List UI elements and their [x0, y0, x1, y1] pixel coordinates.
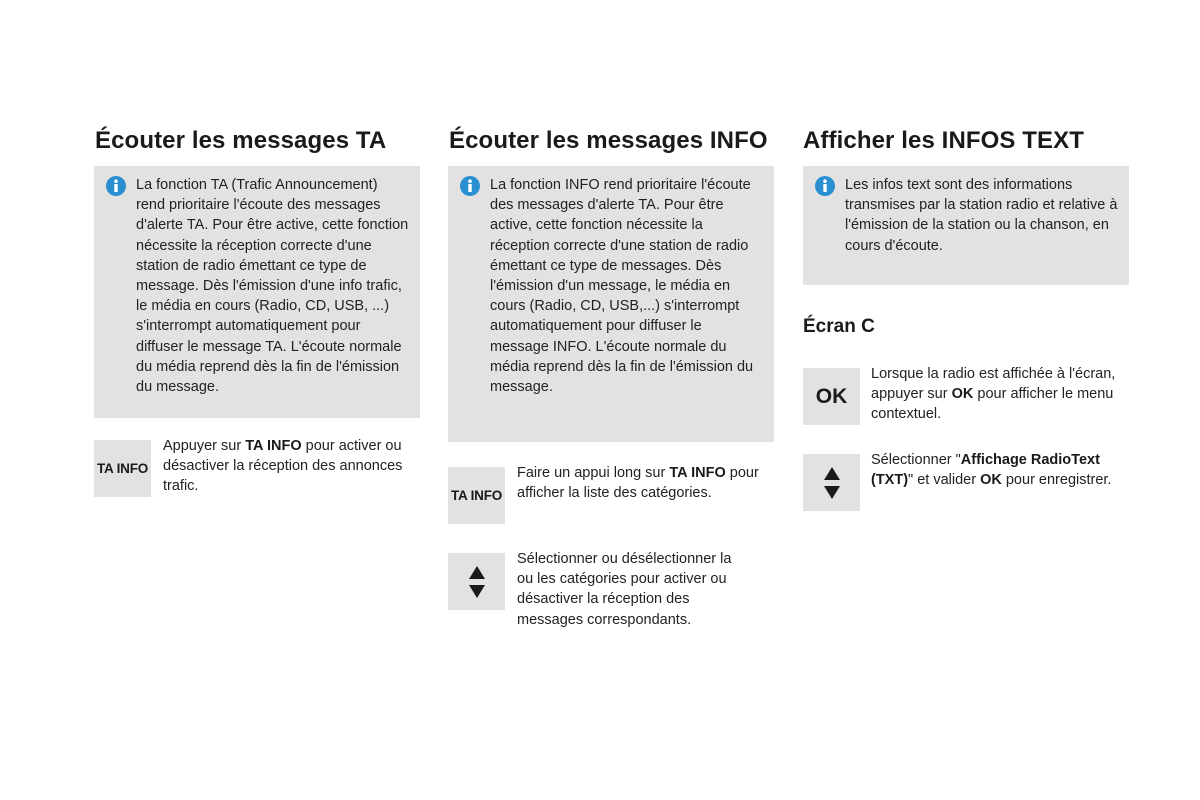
info-box-infos-text [803, 166, 1129, 285]
info-text-info: La fonction INFO rend prioritaire l'écoute des messages d'alerte TA. Pour être active, cette fonction nécessite la réception correcte d'une station de radio émettant ce type de messages. Dès l'émission d'un message, le média en cours (Radio, CD, USB,...) s'interrompt automatiquement pour diffuser le message INFO. L'écoute normale du média reprend dès la fin de l'émission du message. [490, 177, 754, 396]
step-select-radiotext: Sélectionner "Affichage RadioText (TXT)" et valider OK pour enregistrer. [871, 452, 1112, 489]
info-icon [815, 176, 835, 196]
down-arrow-icon[interactable] [469, 585, 485, 598]
subtitle-ecran-c: Écran C [803, 316, 875, 337]
ta-info-key[interactable]: TA INFO [448, 467, 505, 524]
info-icon [460, 176, 480, 196]
ta-info-key[interactable]: TA INFO [94, 440, 151, 497]
section-title-infos-text: Afficher les INFOS TEXT [803, 127, 1085, 154]
step-ta-toggle: Appuyer sur TA INFO pour activer ou désactiver la réception des annonces trafic. [163, 438, 403, 495]
down-arrow-icon[interactable] [824, 486, 840, 499]
info-icon [106, 176, 126, 196]
up-down-arrow-keys[interactable] [448, 553, 505, 610]
up-arrow-icon[interactable] [469, 566, 485, 579]
ok-key[interactable]: OK [803, 368, 860, 425]
info-text-ta: La fonction TA (Trafic Announcement) rend prioritaire l'écoute des messages d'alerte TA. Pour être active, cette fonction nécessite la réception correcte d'une station de radio émettant ce type de message. Dès l'émission d'une info trafic, le média en cours (Radio, CD, USB, ...) s'interrompt automatiquement pour diffuser le message TA. L'écoute normale du média reprend dès la fin de l'émission du message. [136, 177, 409, 396]
up-down-arrow-keys[interactable] [803, 454, 860, 511]
section-title-ta: Écouter les messages TA [95, 127, 387, 154]
up-arrow-icon[interactable] [824, 467, 840, 480]
step-select-categories: Sélectionner ou désélectionner la ou les catégories pour activer ou désactiver la réception des messages correspondants. [517, 551, 732, 628]
info-box-info [448, 166, 774, 442]
info-box-ta [94, 166, 420, 418]
section-title-info: Écouter les messages INFO [449, 127, 768, 154]
info-text-infos-text: Les infos text sont des informations transmises par la station radio et relative à l'émission de la station ou la chanson, en cours d'écoute. [845, 177, 1118, 254]
step-long-press: Faire un appui long sur TA INFO pour afficher la liste des catégories. [517, 465, 759, 502]
step-press-ok: Lorsque la radio est affichée à l'écran, appuyer sur OK pour afficher le menu contextuel. [871, 366, 1116, 423]
